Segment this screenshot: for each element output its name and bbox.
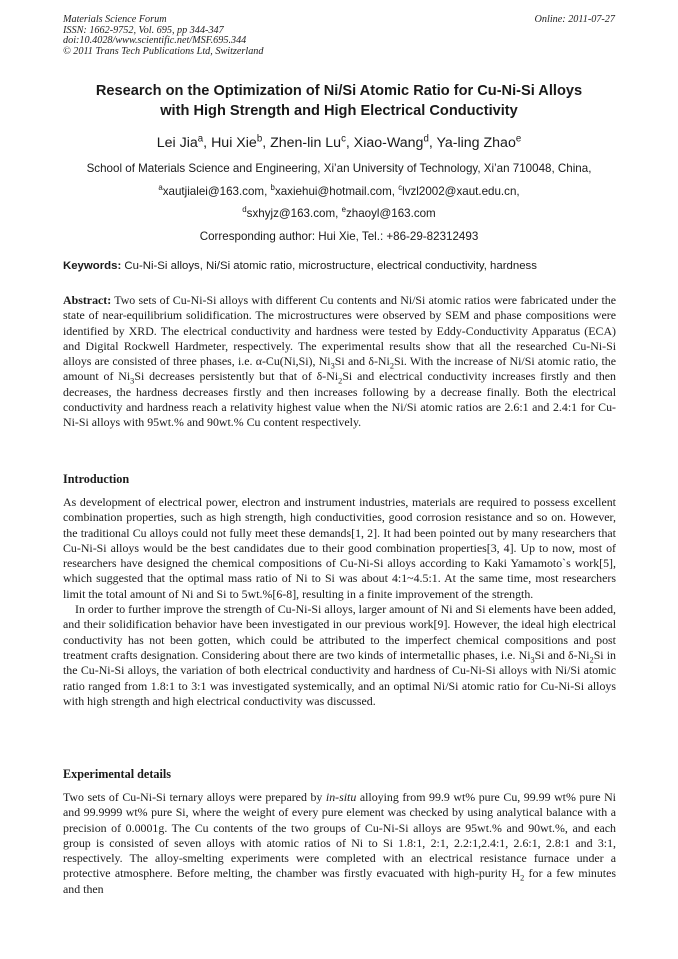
author: Hui Xie$^b$, [211, 133, 271, 151]
keywords-text: Cu-Ni-Si alloys, Ni/Si atomic ratio, microstructure, electrical conductivity, hardness [124, 260, 537, 272]
section-heading-experimental: Experimental details [63, 767, 171, 781]
journal-header [63, 15, 263, 57]
journal-doi: doi:10.4028/www.scientific.net/MSF.695.344 [63, 35, 247, 47]
author: Ya-ling Zhao$^e$ [436, 133, 522, 151]
email-line-2: $^d$sxhyjz@163.com, $^e$zhaoyl@163.com [242, 205, 436, 220]
journal-name: Materials Science Forum [63, 14, 167, 25]
author-list [20, 135, 658, 151]
author: Xiao-Wang$^d$, [353, 133, 437, 151]
email-d[interactable]: sxhyjz@163.com [246, 207, 336, 220]
keywords-label: Keywords: [63, 260, 122, 272]
author: Lei Jia$^a$, [156, 133, 212, 151]
email-a[interactable]: xautjialei@163.com [162, 184, 265, 198]
paper-title [40, 82, 638, 121]
email-e[interactable]: zhaoyl@163.com [345, 207, 436, 220]
introduction-body [63, 495, 616, 709]
corresponding-author: Corresponding author: Hui Xie, Tel.: +86-29-82312493 [199, 229, 479, 243]
title-line-1: Research on the Optimization of Ni/Si Atomic Ratio for Cu-Ni-Si Alloys [95, 83, 583, 99]
affiliation-block [20, 158, 658, 248]
paragraph: As development of electrical power, electron and instrument industries, materials are required to possess excellent combination properties, such as high strength, high conductivities, good corrosion resistance and so on. However, the traditional Cu alloys could not fully meet these demands[1, 2]. It had been pointed out by many researchers that Cu-Ni-Si alloys would be the best candidates due to their good combination properties[3, 4]. Up to now, most of researchers have designed the chemical compositions of Cu-Ni-Si alloys according to Kaki Yamamoto`s work[5], which suggested that the optimal mass ratio of Ni to Si was about 4:1~4.5:1. At the same time, most researchers limit the total amount of Ni and Si to 5wt.%[6-8], resulting in a finite improvement of the strength. [63, 495, 616, 601]
email-line-1: $^a$xautjialei@163.com, $^b$xaxiehui@hotmail.com, $^c$lvzl2002@xaut.edu.cn, [158, 182, 520, 198]
experimental-body: Two sets of Cu-Ni-Si ternary alloys were prepared by in-situ alloying from 99.9 wt% pure Cu, 99.99 wt% pure Ni and 99.9999 wt% pure Si, where the weight of every pure element was checked by using analytical balance with a precision of 0.0001g. The Cu contents of the two groups of Cu-Ni-Si alloys are 95wt.% and 90wt.%, and each group is consisted of seven alloys with atomic ratios of Ni to Si 1.8:1, 2:1, 2.2:1,2.4:1, 2.6:1, 2.8:1 and 3:1, respectively. The alloy-smelting experiments were completed with an electrical resistance furnace under a protective atmosphere. Before melting, the chamber was firstly evacuated with high-purity $H_2$ for a few minutes and then [63, 790, 616, 896]
keywords [63, 260, 618, 272]
online-date: Online: 2011-07-27 [534, 14, 615, 25]
email-c[interactable]: lvzl2002@xaut.edu.cn [402, 184, 517, 198]
abstract-label: Abstract: [63, 293, 112, 307]
email-b[interactable]: xaxiehui@hotmail.com [274, 184, 392, 198]
abstract: Abstract: Two sets of Cu-Ni-Si alloys with different Cu contents and Ni/Si atomic ratios were fabricated under the state of near-equilibrium solidification. The microstructures were observed by SEM and phase compositions were identified by XRD. The electrical conductivity and hardness were tested by Eddy-Conductivity Apparatus (ECA) and Digital Rockwell Hardmeter, respectively. The experimental results show that all the researched Cu-Ni-Si alloys are consisted of three phases, i.e. α-Cu(Ni,Si), $Ni_3Si$ and $\delta-Ni_2Si$. With the increase of Ni/Si atomic ratio, the amount of $Ni_3Si$ decreases persistently but that of $\delta-Ni_2Si$ and electrical conductivity increases firstly and then decreases, the hardness decreases firstly and then increases following by a decrease finally. Both the electrical conductivity and hardness reach a relativity highest value when the Ni/Si atomic ratios are 2.6:1 and 2.4:1 for Cu-Ni-Si alloys with 95wt.% and 90wt.% Cu content respectively. [63, 293, 617, 430]
journal-copyright: © 2011 Trans Tech Publications Ltd, Switzerland [63, 45, 264, 57]
section-heading-introduction: Introduction [63, 472, 130, 486]
paragraph: In order to further improve the strength of Cu-Ni-Si alloys, larger amount of Ni and Si elements have been added, and their solidification behavior have been investigated in our previous work[9]. However, the ideal high electrical conductivity has not been gotten, which could be attributed to the imperfect chemical compositions and post treatment crafts designation. Considering about there are two kinds of intermetallic phases, i.e. $Ni_3Si$ and $\delta-Ni_2Si$ in the Cu-Ni-Si alloys, the variation of both electrical conductivity and hardness of Cu-Ni-Si alloys with Ni/Si atomic ratio ranged from 1.8:1 to 3:1 was investigated systemically, and an optimal Ni/Si atomic ratio for Cu-Ni-Si alloys with high strength and high electrical conductivity was discussed. [63, 602, 616, 708]
affiliation: School of Materials Science and Engineering, Xi’an University of Technology, Xi’an 710048, China, [86, 162, 592, 175]
title-line-2: with High Strength and High Electrical Conductivity [160, 102, 518, 119]
author: Zhen-lin Lu$^c$, [270, 133, 354, 151]
journal-issn: ISSN: 1662-9752, Vol. 695, pp 344-347 [63, 24, 224, 36]
